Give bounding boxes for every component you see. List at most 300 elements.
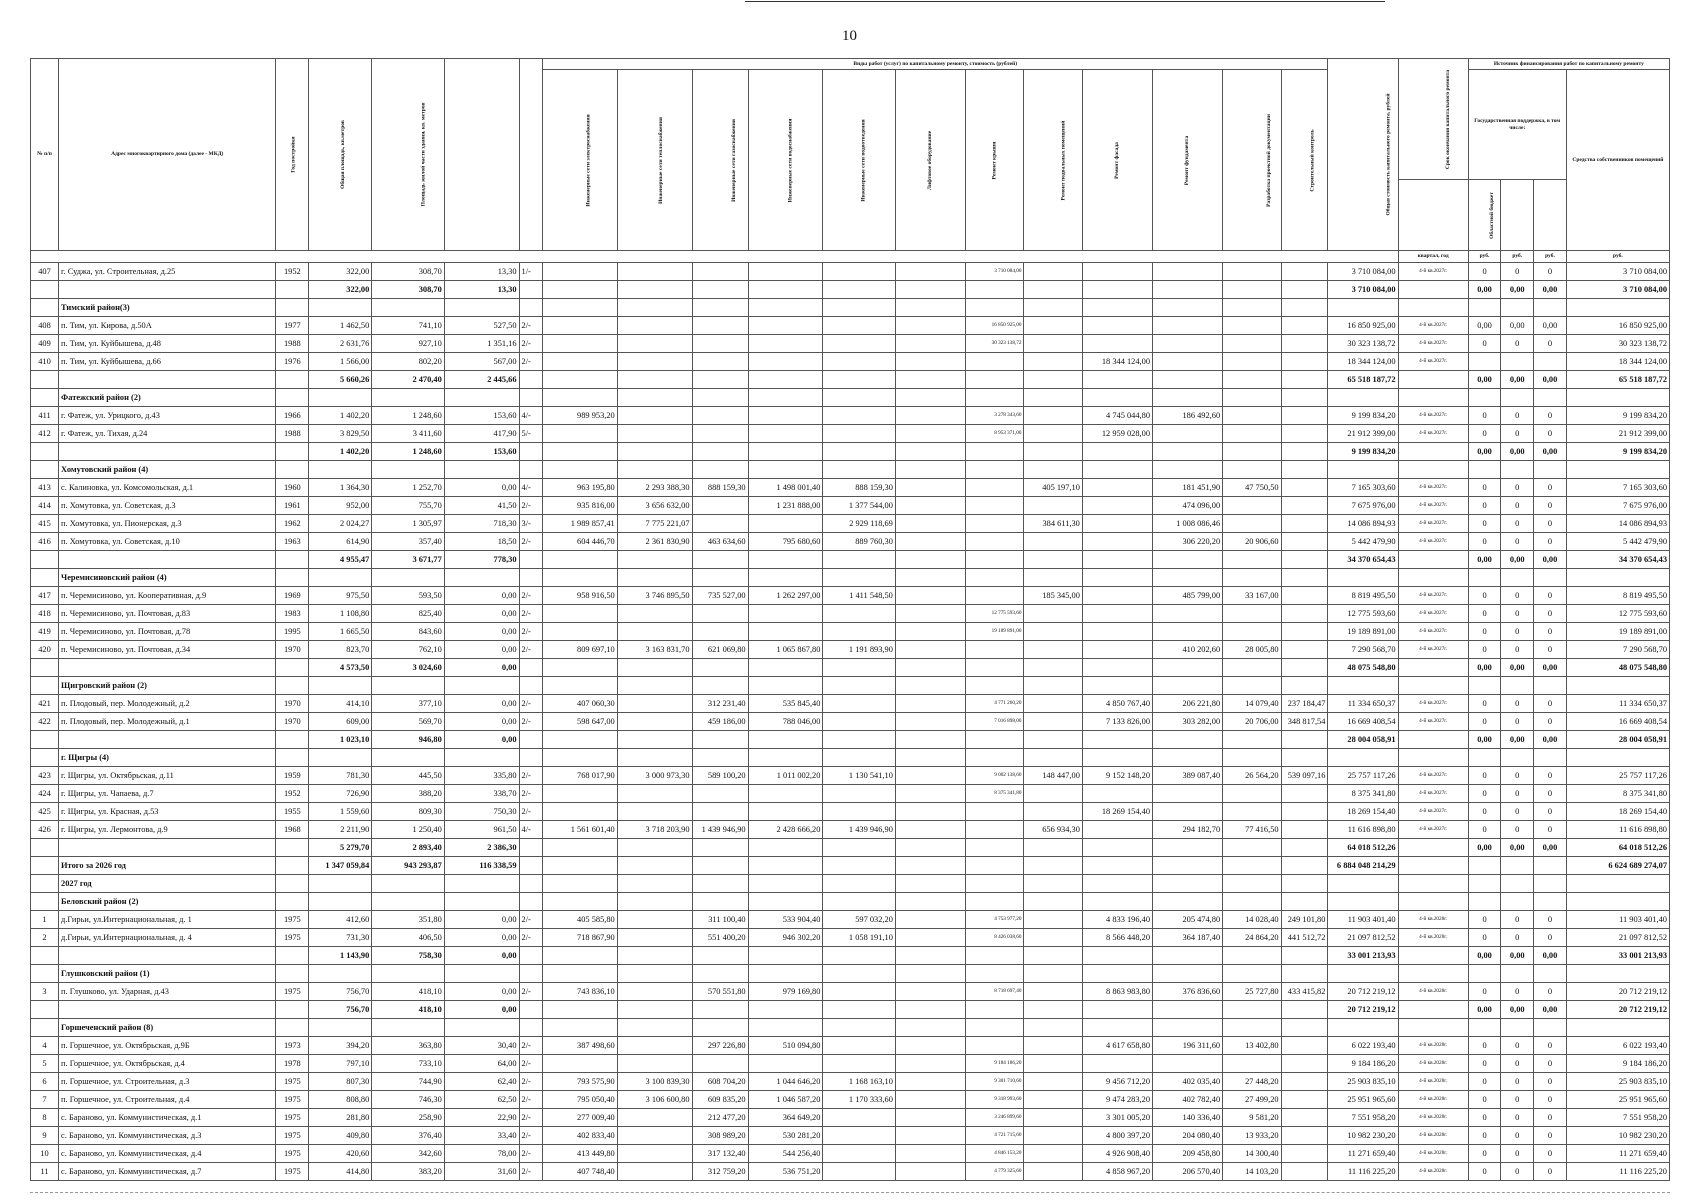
empty-cell <box>895 515 965 533</box>
empty-cell <box>823 983 895 1001</box>
empty-cell <box>692 299 748 317</box>
cell-el: 1 561 601,40 <box>542 821 617 839</box>
cell-mb: 0 <box>1534 1109 1567 1127</box>
empty-cell <box>1153 551 1223 569</box>
empty-cell <box>823 371 895 389</box>
empty-cell <box>823 1109 895 1127</box>
cell-na: 41,50 <box>444 497 519 515</box>
empty-cell <box>59 839 276 857</box>
cell-des: 13 402,80 <box>1223 1037 1281 1055</box>
table-row <box>31 605 1670 623</box>
empty-cell <box>748 1001 823 1019</box>
empty-cell <box>1223 371 1281 389</box>
page-number: 10 <box>842 28 857 44</box>
empty-cell <box>31 569 59 587</box>
cell-na: 13,30 <box>444 263 519 281</box>
empty-cell <box>1024 317 1082 335</box>
cell-gs: 308 989,20 <box>692 1127 748 1145</box>
cell-rb: 0 <box>1501 425 1534 443</box>
cell-roof: 4 846 153,20 <box>966 1145 1024 1163</box>
cell-mb: 0 <box>1534 767 1567 785</box>
cell-des: 14 300,40 <box>1223 1145 1281 1163</box>
empty-cell <box>519 875 542 893</box>
cell-f: 0 <box>1468 821 1501 839</box>
empty-cell <box>1024 407 1082 425</box>
empty-cell <box>1082 749 1152 767</box>
empty-cell <box>895 263 965 281</box>
cell-el: 768 017,90 <box>542 767 617 785</box>
empty-cell <box>823 569 895 587</box>
empty-cell <box>1082 659 1152 677</box>
empty-cell <box>1223 749 1281 767</box>
empty-cell <box>1501 353 1534 371</box>
empty-cell <box>1153 299 1223 317</box>
empty-cell <box>823 749 895 767</box>
cell-no: 8 <box>31 1109 59 1127</box>
cell-na: 30,40 <box>444 1037 519 1055</box>
cell-own: 25 757 117,26 <box>1566 767 1669 785</box>
cell-ta: 1 023,10 <box>309 731 372 749</box>
cell-gs: 608 704,20 <box>692 1073 748 1091</box>
empty-cell <box>823 677 895 695</box>
empty-cell <box>519 569 542 587</box>
empty-cell <box>276 371 309 389</box>
cell-ta: 414,10 <box>309 695 372 713</box>
empty-cell <box>1281 803 1328 821</box>
table-row <box>31 1163 1670 1181</box>
cell-no: 11 <box>31 1163 59 1181</box>
empty-cell <box>31 461 59 479</box>
cell-ta: 420,60 <box>309 1145 372 1163</box>
cell-fl: 2/- <box>519 353 542 371</box>
district-label: 2027 год <box>59 875 276 893</box>
empty-cell <box>617 389 692 407</box>
cell-tot: 19 189 891,00 <box>1328 623 1398 641</box>
cell-sw: 1 130 541,10 <box>823 767 895 785</box>
cell-addr: п. Глушково, ул. Ударная, д.43 <box>59 983 276 1001</box>
cell-la: 2 470,40 <box>372 371 444 389</box>
empty-cell <box>1281 263 1328 281</box>
empty-cell <box>542 1001 617 1019</box>
empty-cell <box>1534 677 1567 695</box>
empty-cell <box>1534 461 1567 479</box>
empty-cell <box>1024 1037 1082 1055</box>
cell-own: 19 189 891,00 <box>1566 623 1669 641</box>
empty-cell <box>1024 1109 1082 1127</box>
empty-cell <box>31 749 59 767</box>
cell-no: 422 <box>31 713 59 731</box>
empty-cell <box>895 407 965 425</box>
empty-cell <box>1281 1163 1328 1181</box>
cell-tot: 7 165 303,60 <box>1328 479 1398 497</box>
empty-cell <box>966 371 1024 389</box>
cell-dl: 4-й кв.2027г. <box>1398 425 1468 443</box>
empty-cell <box>1468 875 1501 893</box>
empty-cell <box>542 281 617 299</box>
cell-tot: 16 850 925,00 <box>1328 317 1398 335</box>
cell-na: 153,60 <box>444 443 519 461</box>
cell-wt: 979 169,80 <box>748 983 823 1001</box>
empty-cell <box>1281 335 1328 353</box>
cell-des: 27 448,20 <box>1223 1073 1281 1091</box>
empty-cell <box>895 641 965 659</box>
empty-cell <box>542 785 617 803</box>
cell-no: 408 <box>31 317 59 335</box>
cell-tot: 25 903 835,10 <box>1328 1073 1398 1091</box>
empty-cell <box>617 281 692 299</box>
cell-la: 445,50 <box>372 767 444 785</box>
header-regional: Областной бюджет <box>1468 180 1501 251</box>
cell-la: 927,10 <box>372 335 444 353</box>
empty-cell <box>1024 965 1082 983</box>
cell-roof: 3 246 899,60 <box>966 1109 1024 1127</box>
empty-cell <box>1223 299 1281 317</box>
cell-year: 1970 <box>276 713 309 731</box>
empty-cell <box>1223 623 1281 641</box>
cell-bs: 656 934,30 <box>1024 821 1082 839</box>
cell-ta: 1 108,80 <box>309 605 372 623</box>
empty-cell <box>519 371 542 389</box>
table-row <box>31 407 1670 425</box>
empty-cell <box>1153 389 1223 407</box>
cell-fl: 2/- <box>519 587 542 605</box>
cell-gs: 312 231,40 <box>692 695 748 713</box>
cell-f: 0,00 <box>1468 317 1501 335</box>
empty-cell <box>823 1055 895 1073</box>
cell-own: 16 669 408,54 <box>1566 713 1669 731</box>
empty-cell <box>692 515 748 533</box>
cell-el: 935 816,00 <box>542 497 617 515</box>
header-water: Инженерные сети водоснабжения <box>748 70 823 251</box>
empty-cell <box>1153 839 1223 857</box>
empty-cell <box>1534 749 1567 767</box>
empty-cell <box>519 461 542 479</box>
cell-na: 0,00 <box>444 983 519 1001</box>
empty-cell <box>519 1001 542 1019</box>
district-label: Глушковский район (1) <box>59 965 276 983</box>
empty-cell <box>966 353 1024 371</box>
empty-cell <box>1024 371 1082 389</box>
table-row <box>31 695 1670 713</box>
empty-cell <box>1223 965 1281 983</box>
cell-own: 7 551 958,20 <box>1566 1109 1669 1127</box>
empty-cell <box>748 371 823 389</box>
cell-la: 1 252,70 <box>372 479 444 497</box>
cell-la: 1 248,60 <box>372 443 444 461</box>
empty-cell <box>1566 893 1669 911</box>
empty-cell <box>895 1073 965 1091</box>
cell-des: 26 564,20 <box>1223 767 1281 785</box>
empty-cell <box>823 353 895 371</box>
empty-cell <box>823 317 895 335</box>
empty-cell <box>519 731 542 749</box>
cell-no: 414 <box>31 497 59 515</box>
cell-addr: д.Гирьи, ул.Интернациональная, д. 4 <box>59 929 276 947</box>
empty-cell <box>617 1109 692 1127</box>
cell-sup: 441 512,72 <box>1281 929 1328 947</box>
cell-year: 1969 <box>276 587 309 605</box>
cell-own: 8 375 341,80 <box>1566 785 1669 803</box>
empty-cell <box>276 1019 309 1037</box>
empty-cell <box>309 1019 372 1037</box>
empty-cell <box>1281 569 1328 587</box>
empty-cell <box>692 605 748 623</box>
empty-cell <box>823 1001 895 1019</box>
cell-roof: 8 375 341,80 <box>966 785 1024 803</box>
empty-cell <box>1566 1019 1669 1037</box>
empty-cell <box>692 281 748 299</box>
empty-cell <box>1534 875 1567 893</box>
cell-na: 13,30 <box>444 281 519 299</box>
cell-sw: 1 168 163,10 <box>823 1073 895 1091</box>
empty-cell <box>1398 281 1468 299</box>
empty-cell <box>1281 1019 1328 1037</box>
empty-cell <box>542 389 617 407</box>
empty-cell <box>617 929 692 947</box>
empty-cell <box>31 659 59 677</box>
cell-ta: 394,20 <box>309 1037 372 1055</box>
cell-roof: 4 721 715,60 <box>966 1127 1024 1145</box>
empty-cell <box>748 659 823 677</box>
cell-year: 1970 <box>276 641 309 659</box>
empty-cell <box>1281 857 1328 875</box>
cell-na: 778,30 <box>444 551 519 569</box>
empty-cell <box>1024 713 1082 731</box>
cell-f: 0 <box>1468 803 1501 821</box>
empty-cell <box>1153 659 1223 677</box>
empty-cell <box>1468 569 1501 587</box>
cell-f: 0 <box>1468 641 1501 659</box>
cell-ta: 614,90 <box>309 533 372 551</box>
cell-facade: 4 833 196,40 <box>1082 911 1152 929</box>
cell-roof: 8 718 697,40 <box>966 983 1024 1001</box>
empty-cell <box>895 335 965 353</box>
empty-cell <box>966 857 1024 875</box>
empty-cell <box>542 461 617 479</box>
cell-own: 10 982 230,20 <box>1566 1127 1669 1145</box>
empty-cell <box>1468 893 1501 911</box>
empty-cell <box>1281 623 1328 641</box>
empty-cell <box>966 965 1024 983</box>
cell-addr: д.Гирьи, ул.Интернациональная, д. 1 <box>59 911 276 929</box>
cell-rb: 0 <box>1501 533 1534 551</box>
cell-sw: 1 191 893,90 <box>823 641 895 659</box>
empty-cell <box>692 407 748 425</box>
cell-own: 11 334 650,37 <box>1566 695 1669 713</box>
empty-cell <box>31 875 59 893</box>
empty-cell <box>1281 659 1328 677</box>
empty-cell <box>1024 1019 1082 1037</box>
empty-cell <box>1281 947 1328 965</box>
district-label: Тимский район(3) <box>59 299 276 317</box>
empty-cell <box>748 461 823 479</box>
cell-own: 25 903 835,10 <box>1566 1073 1669 1091</box>
empty-cell <box>1281 425 1328 443</box>
empty-cell <box>542 839 617 857</box>
cell-f: 0 <box>1468 785 1501 803</box>
cell-dl: 4-й кв.2028г. <box>1398 1109 1468 1127</box>
cell-ta: 2 024,27 <box>309 515 372 533</box>
empty-cell <box>1153 947 1223 965</box>
cell-rb: 0 <box>1501 983 1534 1001</box>
empty-cell <box>31 1001 59 1019</box>
empty-cell <box>692 461 748 479</box>
empty-cell <box>519 947 542 965</box>
header-facade: Ремонт фасада <box>1082 70 1152 251</box>
empty-cell <box>617 1001 692 1019</box>
cell-addr: г. Щигры, ул. Лермонтова, д.9 <box>59 821 276 839</box>
empty-cell <box>1153 353 1223 371</box>
header-total-area: Общая площадь, кв.метров <box>309 59 372 251</box>
cell-own: 12 775 593,60 <box>1566 605 1669 623</box>
empty-cell <box>1281 839 1328 857</box>
cell-wt: 1 498 001,40 <box>748 479 823 497</box>
table-row <box>31 803 1670 821</box>
empty-cell <box>1398 731 1468 749</box>
cell-fnd: 389 087,40 <box>1153 767 1223 785</box>
empty-cell <box>1534 569 1567 587</box>
empty-cell <box>1281 299 1328 317</box>
cell-fl: 2/- <box>519 623 542 641</box>
cell-addr: Итого за 2026 год <box>59 857 276 875</box>
cell-ta: 1 402,20 <box>309 443 372 461</box>
empty-cell <box>895 299 965 317</box>
empty-cell <box>276 839 309 857</box>
empty-cell <box>542 875 617 893</box>
cell-mb: 0,00 <box>1534 947 1567 965</box>
empty-cell <box>823 875 895 893</box>
empty-cell <box>31 1019 59 1037</box>
cell-ta: 756,70 <box>309 1001 372 1019</box>
cell-fl: 2/- <box>519 695 542 713</box>
cell-mb: 0,00 <box>1534 317 1567 335</box>
cell-f: 0,00 <box>1468 371 1501 389</box>
empty-cell <box>1082 569 1152 587</box>
subtotal-row <box>31 1001 1670 1019</box>
header-owners: Средства собственников помещений <box>1566 70 1669 251</box>
cell-wt: 2 428 666,20 <box>748 821 823 839</box>
cell-wt: 510 094,80 <box>748 1037 823 1055</box>
cell-f: 0 <box>1468 983 1501 1001</box>
cell-gs: 311 100,40 <box>692 911 748 929</box>
cell-la: 733,10 <box>372 1055 444 1073</box>
empty-cell <box>895 857 965 875</box>
header-fund <box>1398 180 1468 251</box>
subtotal-row <box>31 281 1670 299</box>
cell-addr: п. Хомутовка, ул. Советская, д.3 <box>59 497 276 515</box>
empty-cell <box>1468 965 1501 983</box>
empty-cell <box>1223 317 1281 335</box>
cell-mb: 0 <box>1534 1091 1567 1109</box>
empty-cell <box>519 299 542 317</box>
empty-cell <box>1082 551 1152 569</box>
cell-la: 741,10 <box>372 317 444 335</box>
empty-cell <box>895 1037 965 1055</box>
cell-na: 335,80 <box>444 767 519 785</box>
cell-na: 153,60 <box>444 407 519 425</box>
empty-cell <box>748 407 823 425</box>
cell-no: 2 <box>31 929 59 947</box>
empty-cell <box>519 659 542 677</box>
empty-cell <box>617 983 692 1001</box>
cell-ta: 756,70 <box>309 983 372 1001</box>
cell-mb: 0 <box>1534 803 1567 821</box>
district-header-row <box>31 893 1670 911</box>
cell-addr: п. Хомутовка, ул. Пионерская, д.3 <box>59 515 276 533</box>
empty-cell <box>966 533 1024 551</box>
empty-cell <box>31 281 59 299</box>
empty-cell <box>895 425 965 443</box>
cell-own: 18 344 124,00 <box>1566 353 1669 371</box>
cell-own: 25 951 965,60 <box>1566 1091 1669 1109</box>
cell-f: 0 <box>1468 911 1501 929</box>
cell-fnd: 181 451,90 <box>1153 479 1223 497</box>
cell-ta: 952,00 <box>309 497 372 515</box>
empty-cell <box>1153 371 1223 389</box>
cell-rb: 0 <box>1501 1127 1534 1145</box>
empty-cell <box>966 479 1024 497</box>
cell-mb: 0 <box>1534 497 1567 515</box>
cell-no: 415 <box>31 515 59 533</box>
cell-addr: г. Фатеж, ул. Урицкого, д.43 <box>59 407 276 425</box>
cell-mb: 0,00 <box>1534 659 1567 677</box>
empty-cell <box>1024 803 1082 821</box>
empty-cell <box>966 1001 1024 1019</box>
cell-mb: 0 <box>1534 1163 1567 1181</box>
cell-no: 411 <box>31 407 59 425</box>
empty-cell <box>1328 461 1398 479</box>
cell-dl: 4-й кв.2027г. <box>1398 821 1468 839</box>
empty-cell <box>519 857 542 875</box>
empty-cell <box>1501 1019 1534 1037</box>
empty-cell <box>748 353 823 371</box>
empty-cell <box>1223 785 1281 803</box>
empty-cell <box>966 389 1024 407</box>
cell-tot: 30 323 138,72 <box>1328 335 1398 353</box>
cell-fl: 2/- <box>519 1163 542 1181</box>
empty-cell <box>1566 875 1669 893</box>
cell-na: 961,50 <box>444 821 519 839</box>
table-row <box>31 1073 1670 1091</box>
cell-fl: 4/- <box>519 407 542 425</box>
cell-no: 7 <box>31 1091 59 1109</box>
cell-addr: п. Черемисиново, ул. Почтовая, д.34 <box>59 641 276 659</box>
cell-fl: 2/- <box>519 911 542 929</box>
empty-cell <box>895 749 965 767</box>
empty-cell <box>276 281 309 299</box>
header-year: Год постройки <box>276 59 309 251</box>
cell-fnd: 205 474,80 <box>1153 911 1223 929</box>
bottom-rule <box>30 1192 1670 1193</box>
cell-fnd: 140 336,40 <box>1153 1109 1223 1127</box>
cell-des: 77 416,50 <box>1223 821 1281 839</box>
cell-addr: п. Горшечное, ул. Строительная, д.4 <box>59 1091 276 1109</box>
cell-no: 5 <box>31 1055 59 1073</box>
cell-bs: 148 447,00 <box>1024 767 1082 785</box>
cell-des: 33 167,00 <box>1223 587 1281 605</box>
empty-cell <box>1082 497 1152 515</box>
cell-el: 809 697,10 <box>542 641 617 659</box>
empty-cell <box>966 749 1024 767</box>
cell-dl: 4-й кв.2027г. <box>1398 605 1468 623</box>
cell-facade: 4 858 967,20 <box>1082 1163 1152 1181</box>
empty-cell <box>1223 659 1281 677</box>
cell-year: 1959 <box>276 767 309 785</box>
cell-bs: 384 611,30 <box>1024 515 1082 533</box>
empty-cell <box>309 389 372 407</box>
empty-cell <box>823 803 895 821</box>
cell-own: 11 271 659,40 <box>1566 1145 1669 1163</box>
